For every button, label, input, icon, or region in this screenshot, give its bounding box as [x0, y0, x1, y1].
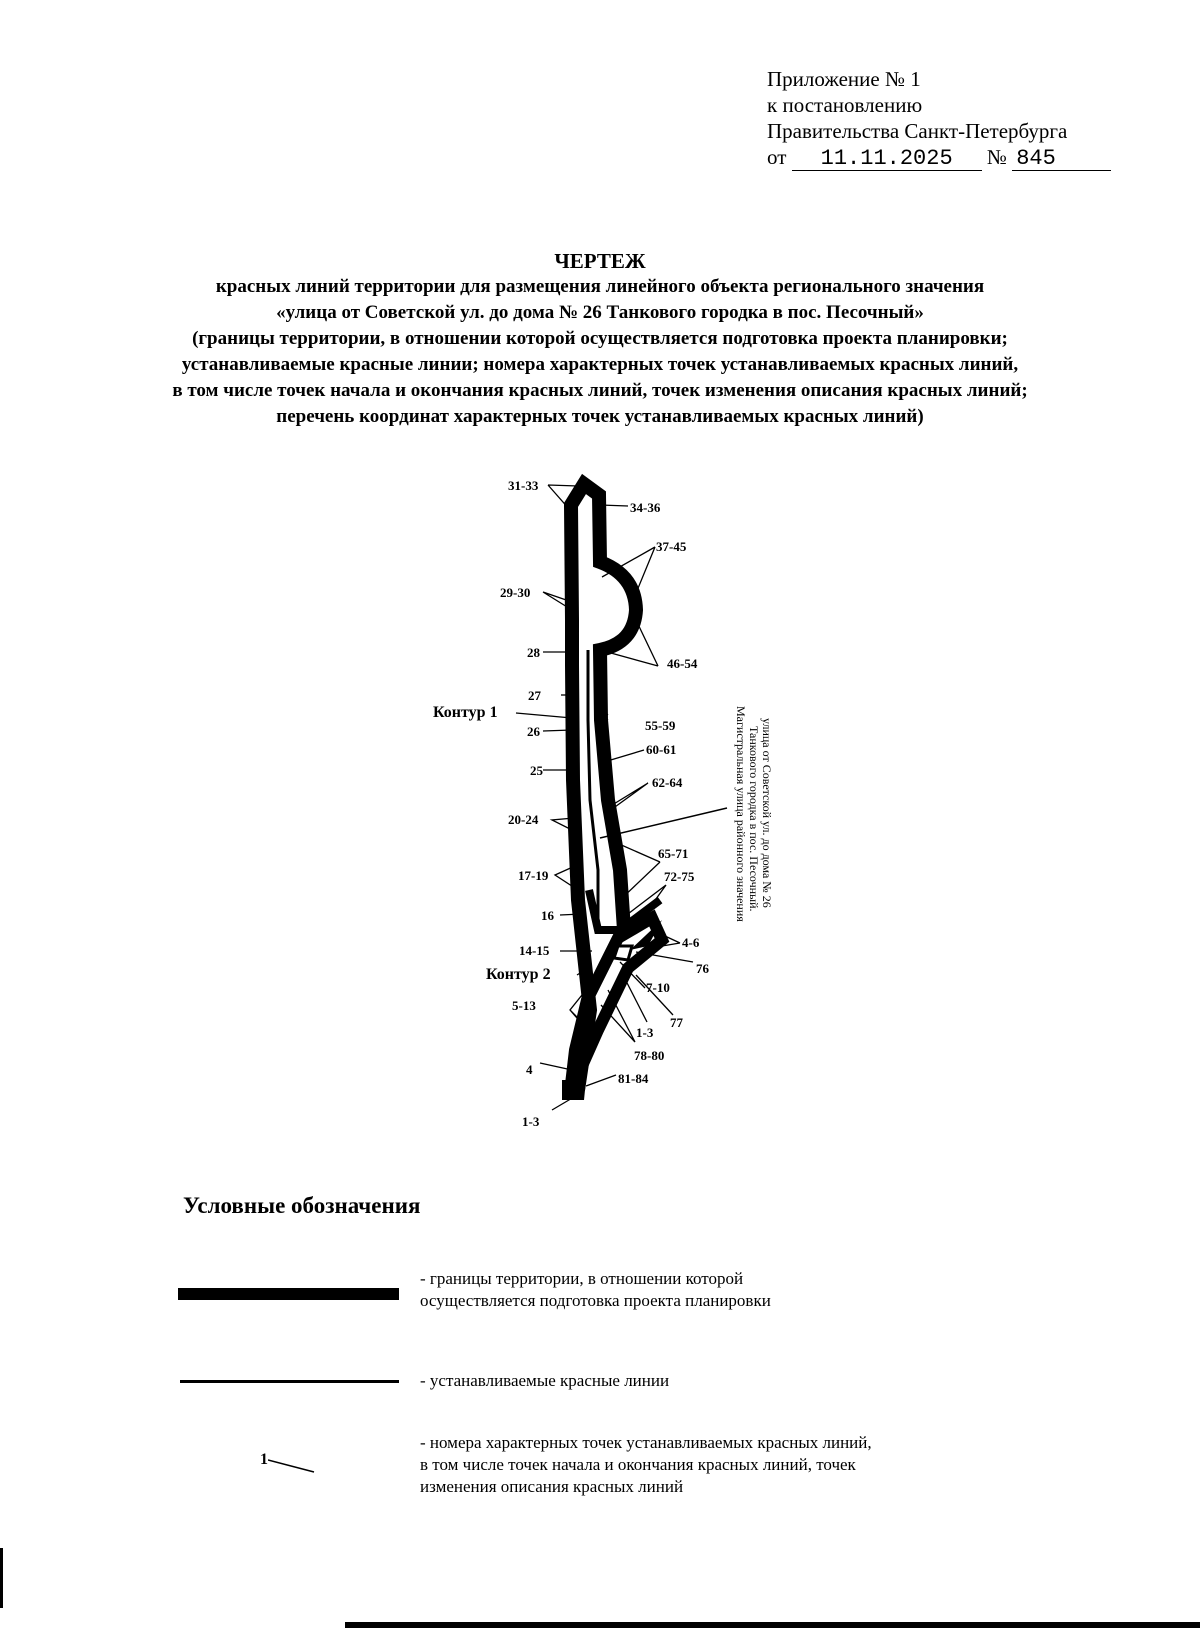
from-label: от: [767, 145, 787, 169]
legend-red-line-symbol: [180, 1380, 399, 1383]
legend-points-line-2: в том числе точек начала и окончания красных линий, точек: [420, 1455, 856, 1474]
title-line-1: красных линий территории для размещения линейного объекта регионального значения: [215, 276, 985, 297]
point-label: 77: [670, 1015, 683, 1030]
scan-bottom-edge: [345, 1622, 1200, 1628]
point-label: 5-13: [512, 998, 536, 1013]
point-label: 60-61: [646, 742, 677, 757]
point-label: 81-84: [618, 1071, 649, 1086]
legend-red-lines-text: - устанавливаемые красные линии: [420, 1371, 670, 1390]
legend-leader-symbol: [268, 1458, 316, 1474]
point-label: 27: [528, 688, 541, 703]
road-label-line-2: Танкового городка в пос. Песочный.: [747, 726, 761, 912]
legend-points-line-3: изменения описания красных линий: [420, 1477, 684, 1496]
point-label: 1-3: [522, 1114, 540, 1129]
road-label-line-3: Магистральная улица районного значения: [734, 706, 748, 922]
point-label: 76: [696, 961, 709, 976]
road-leader: [600, 808, 727, 838]
point-label: 28: [527, 645, 540, 660]
point-label: 55-59: [645, 718, 676, 733]
title-line-3: (границы территории, в отношении которой осуществляется подготовка проекта планировки;: [192, 328, 1008, 349]
point-label: 17-19: [518, 868, 549, 883]
legend-boundary-line-2: осуществляется подготовка проекта планировки: [420, 1291, 771, 1310]
point-label: 4: [526, 1062, 533, 1077]
legend-boundary-text: [420, 1268, 771, 1312]
point-label: 34-36: [630, 500, 661, 515]
title-line-5: в том числе точек начала и окончания красных линий, точек изменения описания красных линий;: [172, 380, 1028, 401]
decree-number: 845: [1012, 148, 1111, 171]
appendix-title: Приложение № 1: [767, 67, 921, 91]
title-line-4: устанавливаемые красные линии; номера характерных точек устанавливаемых красных линий,: [181, 354, 1019, 375]
point-label: 20-24: [508, 812, 539, 827]
point-label: 37-45: [656, 539, 687, 554]
contour-1-boundary: [571, 484, 636, 1090]
legend-boundary-line-1: - границы территории, в отношении которой: [420, 1269, 744, 1288]
scan-edge-mark: [0, 1548, 3, 1608]
point-label: 65-71: [658, 846, 689, 861]
legend-boundary-symbol: [178, 1288, 399, 1300]
point-label: 78-80: [634, 1048, 665, 1063]
number-label: №: [986, 145, 1007, 169]
appendix-authority: Правительства Санкт-Петербурга: [767, 119, 1068, 143]
point-label: 62-64: [652, 775, 683, 790]
contour-1-label: Контур 1: [433, 704, 498, 721]
point-label: 16: [541, 908, 554, 923]
legend-points-text: [420, 1432, 872, 1498]
appendix-subtitle: к постановлению: [767, 93, 923, 117]
legend-point-number-sample: 1: [260, 1451, 268, 1468]
point-label: 29-30: [500, 585, 531, 600]
point-label: 46-54: [667, 656, 698, 671]
point-label: 14-15: [519, 943, 550, 958]
title-line-6: перечень координат характерных точек устанавливаемых красных линий): [276, 406, 924, 427]
title-line-2: «улица от Советской ул. до дома № 26 Танкового городка в пос. Песочный»: [276, 302, 924, 323]
legend-points-line-1: - номера характерных точек устанавливаемых красных линий,: [420, 1433, 872, 1452]
point-label: 72-75: [664, 869, 695, 884]
point-label: 1-3: [636, 1025, 654, 1040]
point-label: 26: [527, 724, 540, 739]
point-label: 31-33: [508, 478, 539, 493]
point-label: 25: [530, 763, 543, 778]
contour-2-label: Контур 2: [486, 966, 551, 983]
point-label: 7-10: [646, 980, 670, 995]
point-label: 4-6: [682, 935, 700, 950]
decree-date: 11.11.2025: [792, 148, 982, 171]
contour-2-small-box: [614, 946, 632, 960]
road-label: [734, 706, 774, 922]
legend-title: Условные обозначения: [183, 1193, 421, 1218]
title-heading: ЧЕРТЕЖ: [554, 249, 646, 273]
road-label-line-1: улица от Советской ул. до дома № 26: [760, 718, 774, 908]
